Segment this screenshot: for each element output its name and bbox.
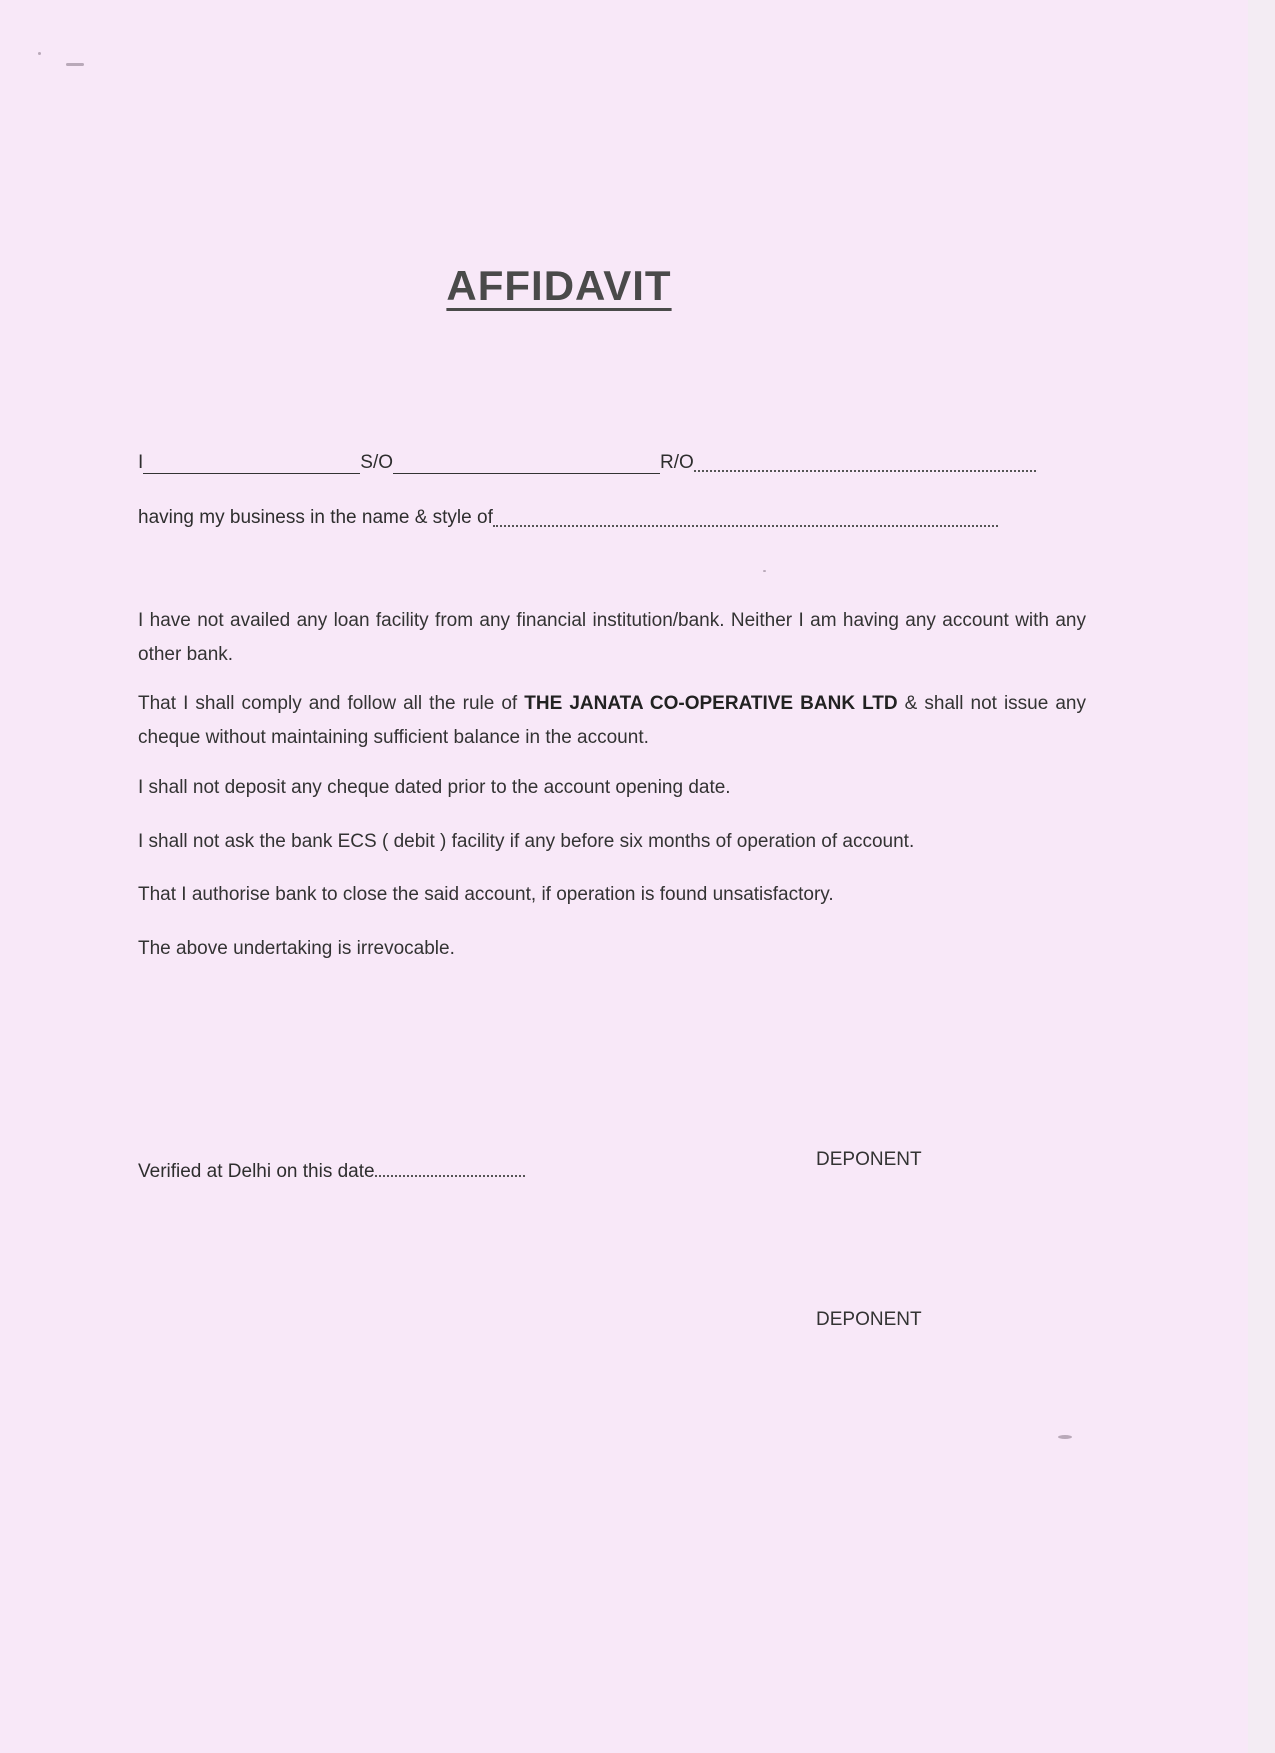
bank-name: THE JANATA CO-OPERATIVE BANK LTD — [524, 693, 898, 714]
clause-cheque-date: I shall not deposit any cheque dated prior to the account opening date. — [138, 777, 731, 798]
business-name-dotted-blank[interactable] — [493, 501, 998, 527]
father-name-blank[interactable] — [393, 449, 660, 474]
page-edge — [1248, 0, 1275, 1753]
scan-speck — [66, 63, 84, 66]
deponent-label-2: DEPONENT — [816, 1309, 922, 1330]
verification-line — [138, 1153, 525, 1189]
clause-irrevocable: The above undertaking is irrevocable. — [138, 938, 455, 959]
document-title: AFFIDAVIT — [446, 262, 672, 309]
verification-label: Verified at Delhi on this date — [138, 1161, 375, 1182]
business-label: having my business in the name & style of — [138, 507, 493, 528]
scan-speck — [763, 570, 766, 572]
clause-no-loan: I have not availed any loan facility from any financial institution/bank. Neither I am having any account with any other bank. — [138, 610, 1086, 665]
name-blank[interactable] — [143, 449, 360, 474]
identity-prefix: I — [138, 452, 144, 473]
clause-comply-text-2: & shall not issue any cheque without maintaining sufficient balance in the account. — [138, 693, 1086, 748]
scan-speck — [38, 52, 41, 55]
clause-comply-text-1: That I shall comply and follow all the rule of — [138, 693, 525, 714]
so-label: S/O — [360, 452, 394, 473]
clause-comply-rules — [138, 687, 1086, 755]
date-dotted-blank[interactable] — [375, 1153, 525, 1177]
scan-speck — [1058, 1435, 1072, 1439]
ro-label: R/O — [660, 452, 694, 473]
clause-close-account: That I authorise bank to close the said account, if operation is found unsatisfactory. — [138, 884, 834, 905]
clause-ecs: I shall not ask the bank ECS ( debit ) facility if any before six months of operation of account. — [138, 831, 915, 852]
residence-dotted-blank[interactable] — [694, 446, 1036, 472]
deponent-label-1: DEPONENT — [816, 1149, 922, 1170]
business-line — [138, 501, 1048, 535]
identity-line — [138, 446, 1048, 480]
